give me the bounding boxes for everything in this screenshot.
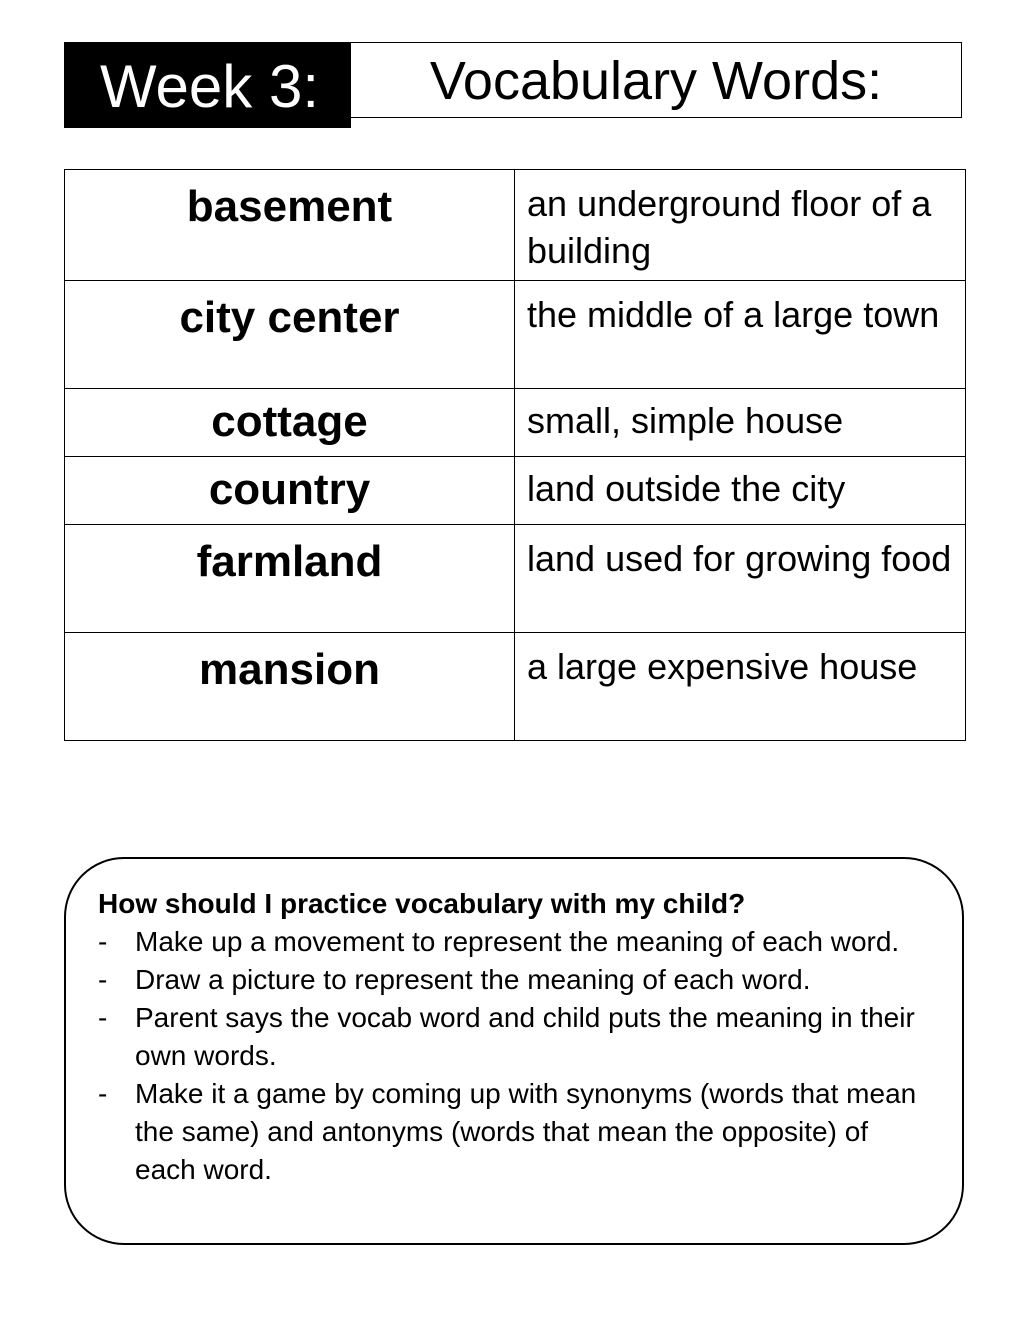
title-box bbox=[350, 42, 962, 118]
practice-tips-box bbox=[64, 857, 964, 1245]
table-row bbox=[65, 633, 966, 741]
tip-text: Make up a movement to represent the meaning of each word. bbox=[135, 926, 900, 957]
list-item bbox=[98, 961, 928, 999]
list-item bbox=[98, 1075, 928, 1189]
vocab-definition: a large expensive house bbox=[515, 633, 966, 741]
vocabulary-table bbox=[64, 169, 966, 741]
table-row bbox=[65, 389, 966, 457]
vocab-definition: small, simple house bbox=[515, 389, 966, 457]
week-badge bbox=[64, 42, 351, 128]
list-item bbox=[98, 923, 928, 961]
bullet-dash: - bbox=[98, 1002, 108, 1033]
vocab-definition: the middle of a large town bbox=[515, 281, 966, 389]
list-item bbox=[98, 999, 928, 1075]
vocab-word: basement bbox=[65, 170, 515, 281]
vocab-definition: land used for growing food bbox=[515, 525, 966, 633]
bullet-dash: - bbox=[98, 1078, 108, 1109]
vocab-definition: land outside the city bbox=[515, 457, 966, 525]
vocab-word: farmland bbox=[65, 525, 515, 633]
bullet-dash: - bbox=[98, 964, 108, 995]
vocab-definition: an underground floor of a building bbox=[515, 170, 966, 281]
table-row bbox=[65, 525, 966, 633]
table-row bbox=[65, 281, 966, 389]
page-title: Vocabulary Words: bbox=[429, 51, 883, 111]
vocab-word: country bbox=[65, 457, 515, 525]
tip-text: Draw a picture to represent the meaning of each word. bbox=[135, 964, 811, 995]
vocab-word: city center bbox=[65, 281, 515, 389]
table-row bbox=[65, 457, 966, 525]
vocab-word: cottage bbox=[65, 389, 515, 457]
week-label: Week 3: bbox=[100, 53, 319, 120]
tip-text: Make it a game by coming up with synonyms (words that mean the same) and antonyms (words that mean the opposite) of each word. bbox=[135, 1078, 917, 1185]
bullet-dash: - bbox=[98, 926, 108, 957]
tip-text: Parent says the vocab word and child puts the meaning in their own words. bbox=[135, 1002, 915, 1071]
page-header bbox=[64, 42, 964, 128]
tips-heading: How should I practice vocabulary with my child? bbox=[98, 888, 746, 919]
table-row bbox=[65, 170, 966, 281]
vocab-word: mansion bbox=[65, 633, 515, 741]
tips-list bbox=[98, 923, 928, 1189]
